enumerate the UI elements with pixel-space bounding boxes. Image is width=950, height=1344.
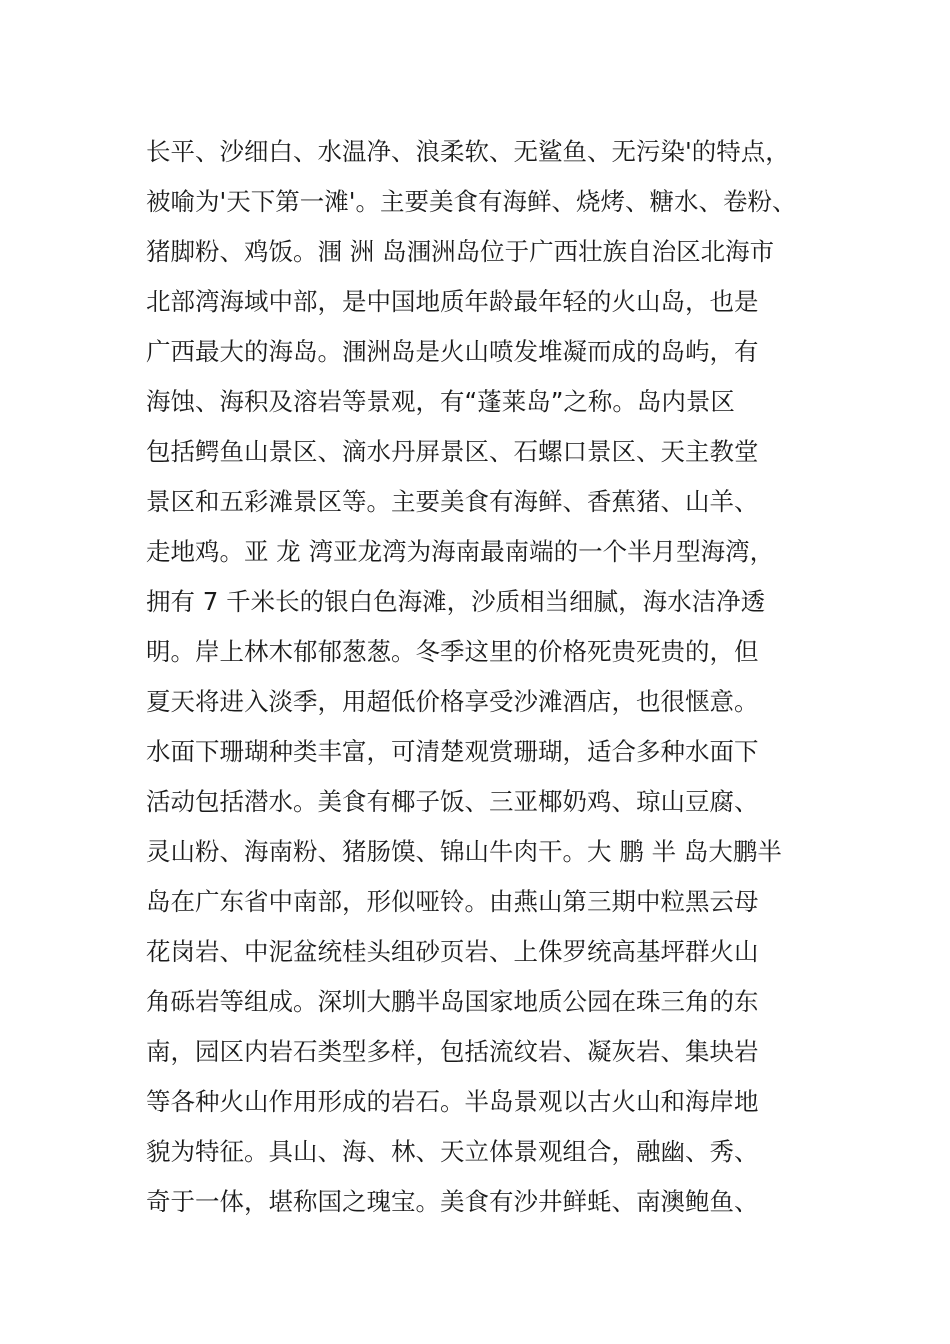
text-line-19: 南，园区内岩石类型多样，包括流纹岩、凝灰岩、集块岩 xyxy=(146,1037,759,1066)
text-line-22: 奇于一体，堪称国之瑰宝。美食有沙井鲜蚝、南澳鲍鱼、 xyxy=(146,1187,759,1216)
text-line-13: 水面下珊瑚种类丰富，可清楚观赏珊瑚，适合多种水面下 xyxy=(146,737,759,766)
text-line-3: 猪脚粉、鸡饭。涠 洲 岛涠洲岛位于广西壮族自治区北海市 xyxy=(146,237,775,266)
text-line-9: 走地鸡。亚 龙 湾亚龙湾为海南最南端的一个半月型海湾， xyxy=(146,537,775,566)
text-line-15: 灵山粉、海南粉、猪肠馍、锦山牛肉干。大 鹏 半 岛大鹏半 xyxy=(146,837,782,866)
text-line-16: 岛在广东省中南部，形似哑铃。由燕山第三期中粒黑云母 xyxy=(146,887,759,916)
text-line-14: 活动包括潜水。美食有椰子饭、三亚椰奶鸡、琼山豆腐、 xyxy=(146,787,759,816)
text-line-20: 等各种火山作用形成的岩石。半岛景观以古火山和海岸地 xyxy=(146,1087,759,1116)
text-line-4: 北部湾海域中部，是中国地质年龄最年轻的火山岛，也是 xyxy=(146,287,759,316)
text-line-7: 包括鳄鱼山景区、滴水丹屏景区、石螺口景区、天主教堂 xyxy=(146,437,759,466)
text-line-10: 拥有 7 千米长的银白色海滩，沙质相当细腻，海水洁净透 xyxy=(146,587,766,616)
text-line-2: 被喻为'天下第一滩'。主要美食有海鲜、烧烤、糖水、卷粉、 xyxy=(146,187,797,216)
text-line-5: 广西最大的海岛。涠洲岛是火山喷发堆凝而成的岛屿，有 xyxy=(146,337,759,366)
text-line-6: 海蚀、海积及溶岩等景观，有“蓬莱岛”之称。岛内景区 xyxy=(146,387,735,416)
text-line-18: 角砾岩等组成。深圳大鹏半岛国家地质公园在珠三角的东 xyxy=(146,987,759,1016)
text-line-8: 景区和五彩滩景区等。主要美食有海鲜、香蕉猪、山羊、 xyxy=(146,487,759,516)
body-text xyxy=(146,127,826,1227)
text-line-12: 夏天将进入淡季，用超低价格享受沙滩酒店，也很惬意。 xyxy=(146,687,759,716)
text-line-11: 明。岸上林木郁郁葱葱。冬季这里的价格死贵死贵的，但 xyxy=(146,637,759,666)
text-line-21: 貌为特征。具山、海、林、天立体景观组合，融幽、秀、 xyxy=(146,1137,759,1166)
text-line-17: 花岗岩、中泥盆统桂头组砂页岩、上侏罗统高基坪群火山 xyxy=(146,937,759,966)
text-line-1: 长平、沙细白、水温净、浪柔软、无鲨鱼、无污染'的特点， xyxy=(146,137,790,166)
